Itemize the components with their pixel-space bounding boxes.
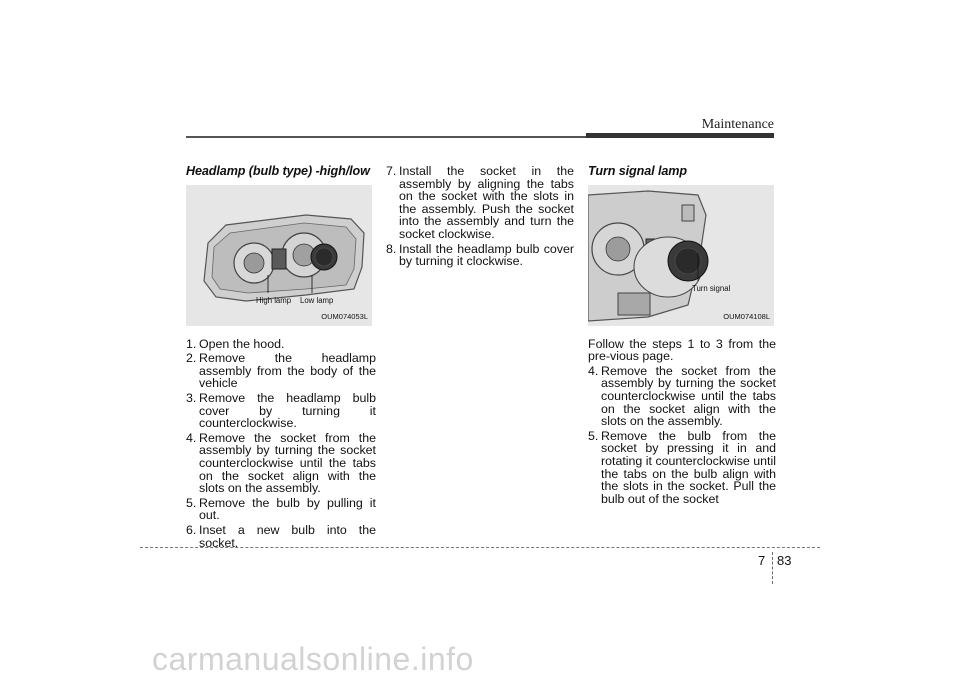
watermark: carmanualsonline.info bbox=[152, 641, 474, 677]
header-rule-thick bbox=[586, 133, 774, 138]
headlamp-figure-code: OUM074053L bbox=[321, 312, 368, 321]
headlamp-figure bbox=[186, 185, 372, 326]
callout-low-lamp: Low lamp bbox=[300, 295, 334, 305]
footer-divider bbox=[140, 547, 820, 548]
headlamp-steps-continued bbox=[386, 165, 574, 268]
step-item: 6. Inset a new bulb into the socket. bbox=[186, 522, 376, 550]
turn-signal-illustration bbox=[588, 185, 774, 326]
column-middle bbox=[386, 165, 574, 270]
callout-high-lamp: High lamp bbox=[256, 295, 292, 305]
headlamp-heading: Headlamp (bulb type) -high/low bbox=[186, 164, 370, 178]
section-title: Maintenance bbox=[701, 117, 774, 132]
turn-signal-figure bbox=[588, 185, 774, 326]
step-item: 5. Remove the bulb by pulling it out. bbox=[186, 495, 376, 523]
chapter-number: 7 bbox=[758, 553, 766, 568]
step-item: 2. Remove the headlamp assembly from the body of the vehicle bbox=[186, 351, 376, 391]
step-item: 1. Open the hood. bbox=[186, 336, 285, 351]
turn-signal-heading: Turn signal lamp bbox=[588, 164, 687, 178]
page-number: 83 bbox=[777, 553, 792, 568]
headlamp-steps-list bbox=[186, 338, 376, 550]
column-left bbox=[186, 165, 376, 551]
step-item: 5. Remove the bulb from the socket by pressing it in and rotating it counterclockwise until the tabs on the bulb align with the slots in the socket. Pull the bulb out of the socket bbox=[588, 428, 776, 506]
column-right bbox=[588, 165, 776, 507]
turn-signal-steps-list bbox=[588, 365, 776, 506]
step-item: 3. Remove the headlamp bulb cover by turning it counterclockwise. bbox=[186, 390, 376, 431]
step-item: 7. Install the socket in the assembly by aligning the tabs on the socket with the slots in the assembly. Push the socket into the assembly and turn the socket clockwise. bbox=[386, 164, 574, 241]
header-rule-thin bbox=[186, 136, 586, 138]
turn-signal-figure-code: OUM074108L bbox=[723, 312, 770, 321]
page-number-separator bbox=[772, 552, 773, 584]
step-item: 4. Remove the socket from the assembly by turning the socket counterclockwise until the tabs on the socket align with the slots on the assembly. bbox=[588, 363, 776, 429]
callout-turn-signal: Turn signal bbox=[692, 283, 731, 293]
step-item: 4. Remove the socket from the assembly by turning the socket counterclockwise until the tabs on the socket align with the slots on the assembly. bbox=[186, 430, 376, 496]
step-item: 8. Install the headlamp bulb cover by turning it clockwise. bbox=[386, 241, 574, 269]
turn-signal-intro: Follow the steps 1 to 3 from the pre-vious page. bbox=[588, 336, 776, 364]
